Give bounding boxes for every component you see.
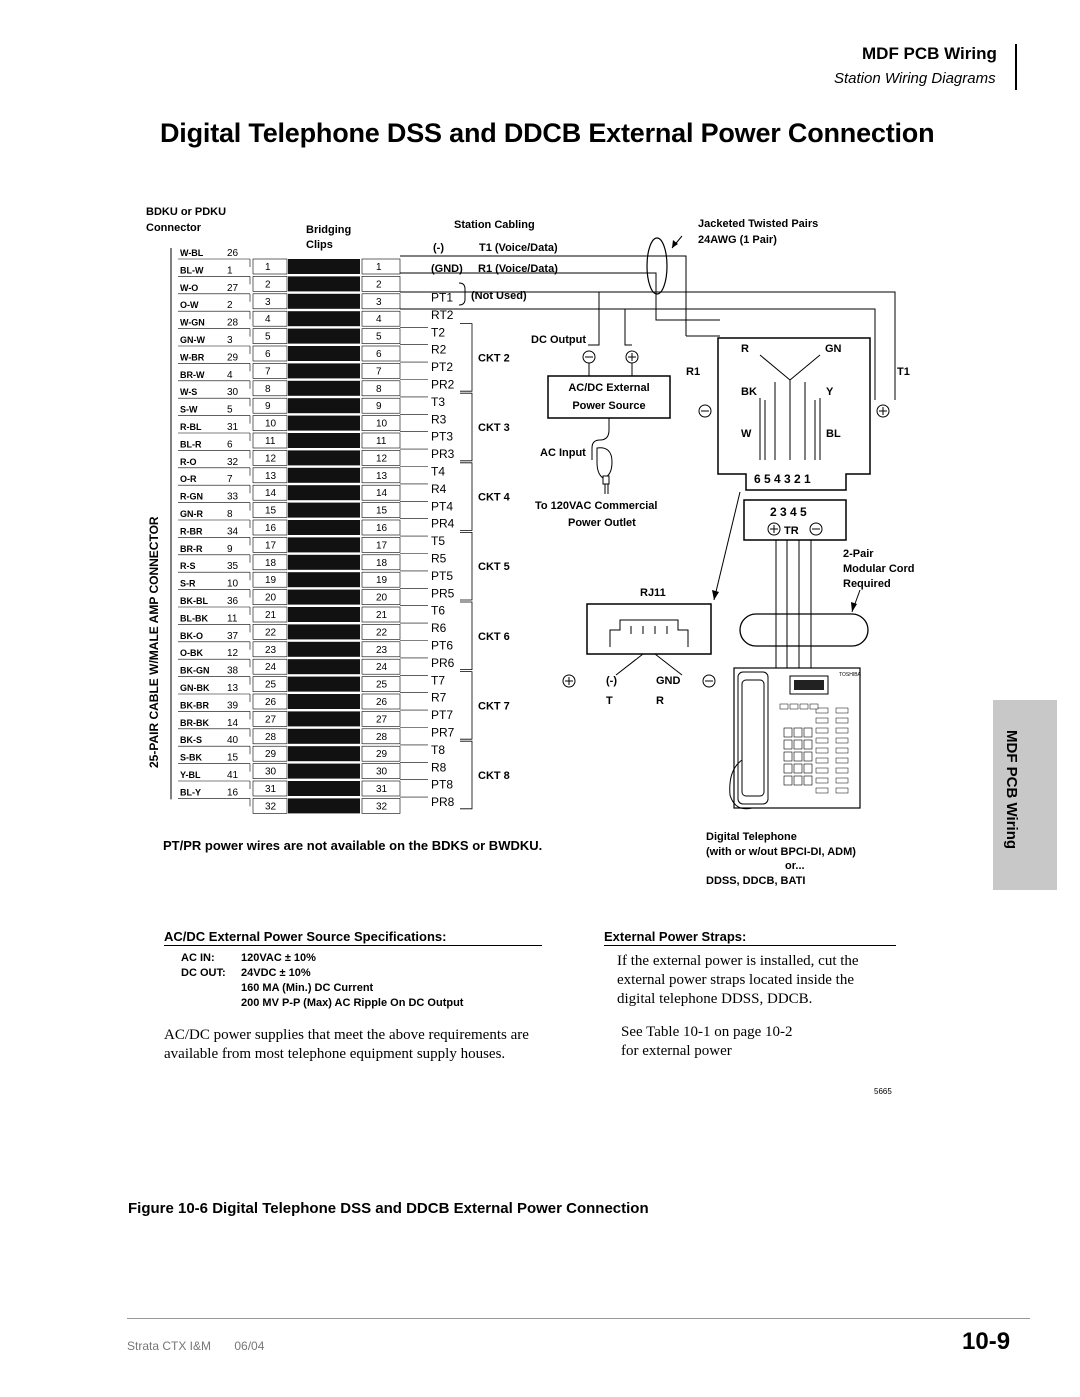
ac-in-value: 120VAC ± 10% bbox=[241, 952, 316, 964]
bridging-clip bbox=[288, 624, 360, 639]
clip-number: 24 bbox=[376, 662, 388, 674]
clip-number: 22 bbox=[265, 627, 277, 639]
signal-label: T5 bbox=[431, 534, 446, 549]
clip-number: 21 bbox=[376, 610, 388, 621]
phone-label: (with or w/out BPCI-DI, ADM) bbox=[706, 846, 856, 858]
connector-pin: 13 bbox=[227, 683, 239, 694]
bridging-clip bbox=[288, 520, 360, 535]
phone-label: Digital Telephone bbox=[706, 831, 797, 843]
connector-pin: 6 bbox=[227, 439, 233, 451]
dc-out-value: 24VDC ± 10% bbox=[241, 967, 311, 979]
connector-pin: 15 bbox=[227, 752, 239, 764]
connector-pin: 16 bbox=[227, 787, 239, 799]
rj11-label: RJ11 bbox=[640, 587, 666, 599]
clip-number: 19 bbox=[376, 575, 388, 587]
outlet-label: To 120VAC Commercial bbox=[535, 500, 658, 512]
signal-label: PR6 bbox=[431, 655, 455, 670]
side-tab[interactable] bbox=[993, 700, 1057, 890]
clip-number: 8 bbox=[376, 383, 382, 395]
connector-pin: 32 bbox=[227, 456, 239, 468]
signal-label: T8 bbox=[431, 742, 446, 757]
rj11-jack bbox=[587, 604, 711, 654]
block-bk: BK bbox=[741, 386, 757, 398]
figure-caption: Figure 10-6 Digital Telephone DSS and DDCB External Power Connection bbox=[128, 1200, 649, 1217]
bridging-clip bbox=[288, 694, 360, 709]
clip-number: 2 bbox=[265, 279, 271, 291]
bridging-clip bbox=[288, 416, 360, 431]
ac-plug-icon bbox=[597, 448, 612, 494]
clip-number: 31 bbox=[265, 784, 277, 795]
clip-number: 11 bbox=[376, 436, 387, 447]
wire-color: GN-W bbox=[180, 335, 205, 345]
wire-color: S-W bbox=[180, 404, 198, 415]
clip-number: 1 bbox=[376, 262, 382, 273]
psu-label: Power Source bbox=[572, 400, 646, 412]
signal-label: PR2 bbox=[431, 377, 455, 392]
wire-color: BL-W bbox=[180, 265, 204, 276]
bridging-clip bbox=[288, 537, 360, 552]
wire-color: BL-R bbox=[180, 439, 202, 450]
figure-id: 5665 bbox=[874, 1087, 892, 1096]
wire-color: BK-BR bbox=[180, 700, 209, 711]
signal-label: R7 bbox=[431, 690, 447, 705]
rj11-r: R bbox=[656, 695, 664, 707]
signal-label: PR3 bbox=[431, 447, 455, 462]
specs-heading: AC/DC External Power Source Specifications: bbox=[164, 929, 447, 944]
bridging-clip bbox=[288, 590, 360, 605]
bridging-clip bbox=[288, 294, 360, 309]
circuit-label: CKT 8 bbox=[478, 770, 510, 782]
modular-label: Required bbox=[843, 578, 891, 590]
bridging-clip bbox=[288, 311, 360, 326]
connector-pin: 41 bbox=[227, 770, 239, 781]
clip-number: 12 bbox=[265, 453, 277, 465]
bridging-clip bbox=[288, 346, 360, 361]
clip-number: 32 bbox=[265, 801, 277, 813]
bridging-clip bbox=[288, 798, 360, 813]
signal-label: R3 bbox=[431, 412, 447, 427]
circuit-label: CKT 5 bbox=[478, 561, 510, 574]
top-signal-desc: R1 (Voice/Data) bbox=[478, 263, 558, 275]
clip-number: 6 bbox=[376, 349, 382, 360]
ripple-spec: 200 MV P-P (Max) AC Ripple On DC Output bbox=[241, 997, 464, 1009]
clip-number: 4 bbox=[376, 314, 382, 326]
connector-pin: 2 bbox=[227, 300, 233, 312]
block-r: R bbox=[741, 343, 749, 355]
connector-pin: 9 bbox=[227, 543, 233, 555]
straps-see: for external power bbox=[621, 1043, 732, 1059]
clip-number: 18 bbox=[376, 557, 388, 569]
connector-pin: 35 bbox=[227, 561, 239, 573]
wire-color: S-BK bbox=[180, 752, 202, 763]
signal-label: T3 bbox=[431, 394, 446, 409]
connector-pin: 31 bbox=[227, 422, 239, 433]
clip-number: 13 bbox=[265, 470, 277, 482]
wire-color: Y-BL bbox=[180, 770, 201, 780]
signal-label: R6 bbox=[431, 621, 447, 636]
header-rule bbox=[1015, 44, 1017, 90]
signal-label: PT4 bbox=[431, 499, 454, 514]
circuit-label: CKT 2 bbox=[478, 352, 510, 365]
signal-label: PT5 bbox=[431, 568, 454, 583]
block-y: Y bbox=[826, 386, 834, 398]
clip-number: 29 bbox=[376, 749, 388, 761]
clips-label: Clips bbox=[306, 239, 333, 251]
bridging-clip bbox=[288, 572, 360, 587]
signal-label: R8 bbox=[431, 760, 447, 775]
outlet-label: Power Outlet bbox=[568, 517, 636, 529]
bridging-clip bbox=[288, 764, 360, 779]
phone-label: DDSS, DDCB, BATI bbox=[706, 875, 806, 887]
connector-pin: 33 bbox=[227, 491, 239, 503]
straps-rule bbox=[604, 945, 896, 946]
connector-pin: 11 bbox=[227, 613, 238, 625]
not-used-label: (Not Used) bbox=[471, 290, 527, 302]
signal-label: PT7 bbox=[431, 708, 454, 723]
signal-label: RT2 bbox=[431, 307, 454, 322]
plug-tr: TR bbox=[784, 525, 799, 537]
connector-label: Connector bbox=[146, 222, 201, 234]
wire-color: W-O bbox=[180, 282, 199, 293]
bridging-clip bbox=[288, 607, 360, 622]
clip-number: 16 bbox=[376, 523, 388, 534]
bridging-clip bbox=[288, 642, 360, 657]
connector-pin: 1 bbox=[227, 265, 233, 277]
clip-number: 10 bbox=[265, 418, 277, 430]
signal-label: PT2 bbox=[431, 360, 454, 375]
clip-number: 2 bbox=[376, 279, 382, 291]
clip-number: 30 bbox=[265, 766, 277, 778]
clip-number: 24 bbox=[265, 662, 277, 674]
clip-number: 14 bbox=[265, 488, 277, 500]
wire-color: GN-R bbox=[180, 509, 203, 519]
signal-label: PT6 bbox=[431, 638, 454, 653]
clip-number: 28 bbox=[376, 731, 388, 743]
clip-number: 19 bbox=[265, 575, 277, 587]
signal-label: T2 bbox=[431, 325, 446, 340]
dc-output-label: DC Output bbox=[531, 334, 586, 346]
connector-pin: 28 bbox=[227, 317, 239, 329]
clip-number: 3 bbox=[265, 296, 271, 308]
bridging-clip bbox=[288, 711, 360, 726]
wire-color: BK-BL bbox=[180, 596, 208, 606]
clip-number: 26 bbox=[376, 697, 388, 708]
r1-label: R1 bbox=[686, 366, 701, 378]
t1-label: T1 bbox=[897, 366, 910, 378]
signal-label: R5 bbox=[431, 551, 447, 566]
subsection-title: Station Wiring Diagrams bbox=[834, 70, 996, 87]
connector-pin: 37 bbox=[227, 630, 239, 642]
bridging-label: Bridging bbox=[306, 224, 352, 236]
signal-label: PT1 bbox=[431, 290, 454, 305]
signal-label: T4 bbox=[431, 464, 446, 479]
section-title: MDF PCB Wiring bbox=[862, 44, 997, 63]
rj11-t: T bbox=[606, 695, 613, 707]
wire-color: W-GN bbox=[180, 317, 205, 328]
circuit-label: CKT 4 bbox=[478, 491, 510, 504]
wire-color: O-R bbox=[180, 474, 197, 485]
connector-label: BDKU or PDKU bbox=[146, 206, 227, 218]
clip-number: 20 bbox=[376, 592, 388, 604]
clip-number: 15 bbox=[376, 505, 388, 517]
connector-pin: 10 bbox=[227, 578, 239, 590]
bridging-clip bbox=[288, 381, 360, 396]
clip-number: 17 bbox=[376, 540, 388, 552]
station-cabling-label: Station Cabling bbox=[454, 219, 535, 231]
wire-color: BK-O bbox=[180, 630, 203, 641]
footer-doc-name: Strata CTX I&M bbox=[127, 1339, 212, 1353]
wire-color: BL-Y bbox=[180, 787, 201, 798]
connector-pin: 5 bbox=[227, 404, 233, 416]
connector-pin: 4 bbox=[227, 369, 233, 381]
wire-color: GN-BK bbox=[180, 683, 210, 693]
wire-color: S-R bbox=[180, 578, 196, 589]
clip-number: 5 bbox=[376, 331, 382, 343]
wire-color: O-W bbox=[180, 300, 199, 311]
bridging-clip bbox=[288, 659, 360, 674]
signal-label: T6 bbox=[431, 603, 446, 618]
wire-color: R-S bbox=[180, 561, 196, 572]
block-pins: 6 5 4 3 2 1 bbox=[754, 472, 811, 486]
connector-pin: 40 bbox=[227, 735, 239, 747]
signal-label: PR8 bbox=[431, 795, 455, 810]
signal-label: PT3 bbox=[431, 429, 454, 444]
footer-doc bbox=[127, 1339, 264, 1353]
circuit-label: CKT 3 bbox=[478, 422, 510, 434]
wiring-note: PT/PR power wires are not available on the BDKS or BWDKU. bbox=[163, 838, 543, 853]
block-w: W bbox=[741, 428, 752, 440]
modular-label: 2-Pair bbox=[843, 548, 874, 560]
rj11-minus: (-) bbox=[606, 675, 617, 687]
clip-number: 26 bbox=[265, 697, 277, 708]
signal-label: PR4 bbox=[431, 516, 455, 531]
supply-note: AC/DC power supplies that meet the above requirements are available from most telephone equipment supply houses. bbox=[164, 1027, 529, 1062]
straps-heading: External Power Straps: bbox=[604, 929, 747, 944]
wire-color: O-BK bbox=[180, 648, 203, 659]
clip-number: 3 bbox=[376, 296, 382, 308]
wire-color: BK-S bbox=[180, 735, 202, 746]
clip-number: 20 bbox=[265, 592, 277, 604]
connector-pin: 27 bbox=[227, 282, 239, 294]
bridging-clip bbox=[288, 746, 360, 761]
current-spec: 160 MA (Min.) DC Current bbox=[241, 982, 374, 994]
block-gn: GN bbox=[825, 343, 842, 355]
circuit-label: CKT 6 bbox=[478, 630, 510, 643]
block-bl: BL bbox=[826, 428, 841, 440]
clip-number: 6 bbox=[265, 349, 271, 360]
ac-in-label: AC IN: bbox=[181, 952, 215, 964]
specs-rule bbox=[164, 945, 542, 946]
clip-number: 23 bbox=[376, 644, 388, 656]
clip-number: 15 bbox=[265, 505, 277, 517]
bridging-clip bbox=[288, 677, 360, 692]
clip-number: 23 bbox=[265, 644, 277, 656]
connector-pin: 12 bbox=[227, 648, 239, 660]
clip-number: 7 bbox=[265, 366, 271, 378]
clip-number: 10 bbox=[376, 418, 388, 430]
terminal-block bbox=[718, 338, 870, 490]
svg-text:TOSHIBA: TOSHIBA bbox=[839, 672, 861, 678]
clip-number: 29 bbox=[265, 749, 277, 761]
bridging-clip bbox=[288, 468, 360, 483]
cable-label: 25-PAIR CABLE W/MALE AMP CONNECTOR bbox=[147, 516, 161, 768]
clip-number: 17 bbox=[265, 540, 277, 552]
clip-number: 1 bbox=[265, 262, 271, 273]
bridging-clip bbox=[288, 329, 360, 344]
bridging-clip bbox=[288, 555, 360, 570]
psu-label: AC/DC External bbox=[568, 382, 650, 394]
clip-number: 11 bbox=[265, 436, 276, 447]
clip-number: 27 bbox=[376, 714, 388, 726]
wire-color: W-BR bbox=[180, 352, 205, 363]
bridging-clip bbox=[288, 503, 360, 518]
jacketed-label: Jacketed Twisted Pairs bbox=[698, 218, 819, 230]
wire-color: R-BL bbox=[180, 422, 202, 432]
straps-see[interactable]: See Table 10-1 on page 10-2 bbox=[621, 1024, 793, 1040]
cord-jacket bbox=[740, 614, 868, 646]
modular-label: Modular Cord bbox=[843, 563, 915, 575]
clip-number: 25 bbox=[376, 679, 388, 691]
wire-color: BK-GN bbox=[180, 665, 210, 676]
bridging-clip bbox=[288, 276, 360, 291]
clip-number: 27 bbox=[265, 714, 277, 726]
bridging-clip bbox=[288, 781, 360, 796]
signal-label: PR7 bbox=[431, 725, 455, 740]
clip-number: 9 bbox=[265, 401, 271, 413]
straps-text: If the external power is installed, cut the external power straps located inside the digital telephone DDSS, DDCB. bbox=[617, 953, 859, 1007]
wire-color: BR-BK bbox=[180, 717, 209, 728]
clip-number: 4 bbox=[265, 314, 271, 326]
top-signal-tag: (-) bbox=[433, 242, 444, 254]
jacketed-label: 24AWG (1 Pair) bbox=[698, 234, 777, 246]
connector-pin: 26 bbox=[227, 248, 239, 259]
signal-label: R2 bbox=[431, 342, 447, 357]
clip-number: 13 bbox=[376, 470, 388, 482]
bridging-clip bbox=[288, 450, 360, 465]
connector-pin: 8 bbox=[227, 509, 233, 520]
connector-pin: 39 bbox=[227, 700, 239, 712]
bridging-clip bbox=[288, 485, 360, 500]
wire-color: BR-W bbox=[180, 369, 205, 380]
connector-pin: 7 bbox=[227, 474, 233, 486]
wire-color: W-S bbox=[180, 387, 198, 398]
dc-out-label: DC OUT: bbox=[181, 967, 226, 979]
ac-input-label: AC Input bbox=[540, 447, 586, 459]
connector-pin: 34 bbox=[227, 526, 239, 538]
wire-color: BL-BK bbox=[180, 613, 208, 624]
signal-label: PR5 bbox=[431, 586, 455, 601]
signal-label: PT8 bbox=[431, 777, 454, 792]
clip-number: 16 bbox=[265, 523, 277, 534]
connector-pin: 30 bbox=[227, 387, 239, 399]
clip-number: 9 bbox=[376, 401, 382, 413]
connector-pin: 36 bbox=[227, 596, 239, 607]
bridging-clip bbox=[288, 259, 360, 274]
signal-label: R4 bbox=[431, 481, 447, 496]
connector-pin: 29 bbox=[227, 352, 239, 364]
clip-number: 25 bbox=[265, 679, 277, 691]
wire-color: W-BL bbox=[180, 248, 204, 258]
page-number: 10-9 bbox=[962, 1328, 1011, 1355]
clip-number: 18 bbox=[265, 557, 277, 569]
footer-date: 06/04 bbox=[234, 1339, 265, 1353]
bridging-clip bbox=[288, 729, 360, 744]
connector-pin: 14 bbox=[227, 717, 239, 729]
clip-number: 31 bbox=[376, 784, 388, 795]
page-title: Digital Telephone DSS and DDCB External Power Connection bbox=[160, 118, 935, 148]
plug-pins: 2 3 4 5 bbox=[770, 505, 807, 519]
footer-rule bbox=[127, 1318, 1030, 1319]
clip-number: 7 bbox=[376, 366, 382, 378]
bridging-clip bbox=[288, 433, 360, 448]
clip-number: 32 bbox=[376, 801, 388, 813]
clip-number: 28 bbox=[265, 731, 277, 743]
clip-number: 21 bbox=[265, 610, 277, 621]
bridging-clip bbox=[288, 363, 360, 378]
clip-number: 12 bbox=[376, 453, 388, 465]
clip-number: 5 bbox=[265, 331, 271, 343]
wire-color: BR-R bbox=[180, 543, 203, 554]
wire-color: R-BR bbox=[180, 526, 203, 537]
clip-number: 30 bbox=[376, 766, 388, 778]
top-signal-tag: (GND) bbox=[431, 263, 463, 275]
clip-number: 8 bbox=[265, 383, 271, 395]
top-signal-desc: T1 (Voice/Data) bbox=[479, 242, 558, 254]
bridging-clip bbox=[288, 398, 360, 413]
telephone-icon bbox=[730, 668, 862, 809]
wire-color: R-O bbox=[180, 456, 197, 467]
side-tab-label: MDF PCB Wiring bbox=[1003, 730, 1020, 850]
rj11-gnd: GND bbox=[656, 675, 681, 687]
clip-number: 14 bbox=[376, 488, 388, 500]
connector-pin: 38 bbox=[227, 665, 239, 677]
phone-label: or... bbox=[785, 860, 805, 872]
circuit-label: CKT 7 bbox=[478, 700, 510, 713]
signal-label: T7 bbox=[431, 673, 446, 688]
clip-number: 22 bbox=[376, 627, 388, 639]
wire-color: R-GN bbox=[180, 491, 203, 502]
connector-pin: 3 bbox=[227, 335, 233, 346]
